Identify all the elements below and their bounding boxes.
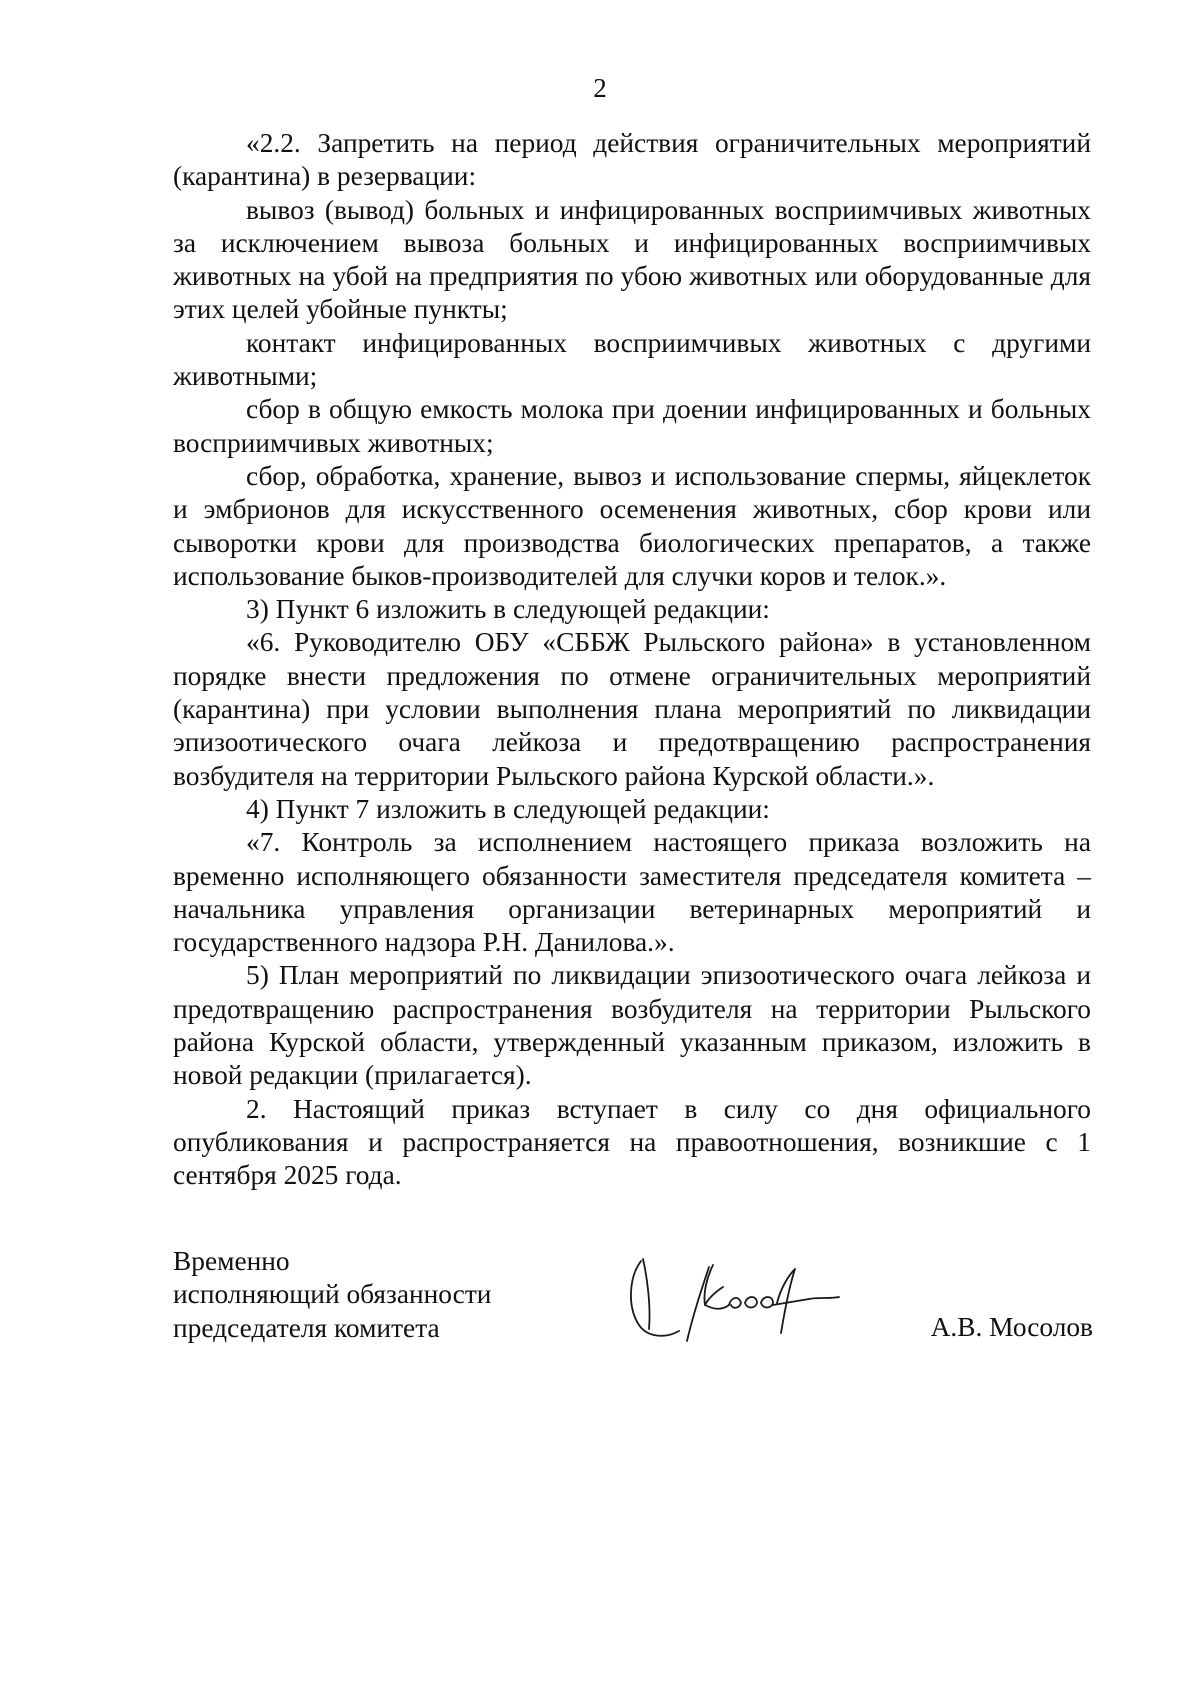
paragraph-item-4: 4) Пункт 7 изложить в следующей редакции: [246, 793, 770, 824]
signatory-title-line: Временно [173, 1246, 290, 1276]
signatory-title-line: председателя комитета [173, 1312, 440, 1343]
paragraph-milk-ban: сбор в общую емкость молока при доении инфицированных и больных восприимчивых животных; [173, 394, 1091, 458]
paragraph-item-5: 5) План мероприятий по ликвидации эпизоотического очага лейкоза и предотвращению распространения возбудителя на территории Рыльского района Курской области, утвержденный указанным приказом, изложить в новой редакции (прилагается). [173, 960, 1091, 1091]
signatory-title [173, 1245, 491, 1345]
signatory-title-line: исполняющий обязанности [173, 1279, 492, 1310]
paragraph-export-ban: вывоз (вывод) больных и инфицированных восприимчивых животных за исключением вывоза больных и инфицированных восприимчивых животных на убой на предприятия по убою животных или оборудованные для этих целей убойные пункты; [173, 194, 1091, 325]
paragraph-point-7: «7. Контроль за исполнением настоящего приказа возложить на временно исполняющего обязанности заместителя председателя комитета – начальника управления организации ветеринарных мероприятий и государственного надзора Р.Н. Данилова.». [173, 827, 1091, 958]
handwritten-signature [613, 1247, 873, 1347]
paragraph-item-3: 3) Пункт 6 изложить в следующей редакции: [246, 594, 770, 625]
page-number: 2 [593, 73, 607, 103]
signatory-name: А.В. Мосолов [930, 1312, 1093, 1342]
paragraph-2-2-heading: «2.2. Запретить на период действия ограничительных мероприятий (карантина) в резервации: [173, 128, 1091, 192]
document-body [173, 127, 1091, 1193]
paragraph-sperm-ban: сбор, обработка, хранение, вывоз и использование спермы, яйцеклеток и эмбрионов для искусственного осеменения животных, сбор крови или сыворотки крови для производства биологических препаратов, а также использование быков-производителей для случки коров и телок.». [173, 460, 1091, 591]
paragraph-point-6: «6. Руководителю ОБУ «СББЖ Рыльского района» в установленном порядке внести предложения по отмене ограничительных мероприятий (карантина) при условии выполнения плана мероприятий по ликвидации эпизоотического очага лейкоза и предотвращению распространения возбудителя на территории Рыльского района Курской области.». [173, 627, 1091, 791]
paragraph-clause-2: 2. Настоящий приказ вступает в силу со дня официального опубликования и распространяется на правоотношения, возникшие с 1 сентября 2025 года. [173, 1093, 1091, 1191]
signature-block [173, 1245, 1093, 1375]
paragraph-contact-ban: контакт инфицированных восприимчивых животных с другими животными; [173, 327, 1091, 392]
